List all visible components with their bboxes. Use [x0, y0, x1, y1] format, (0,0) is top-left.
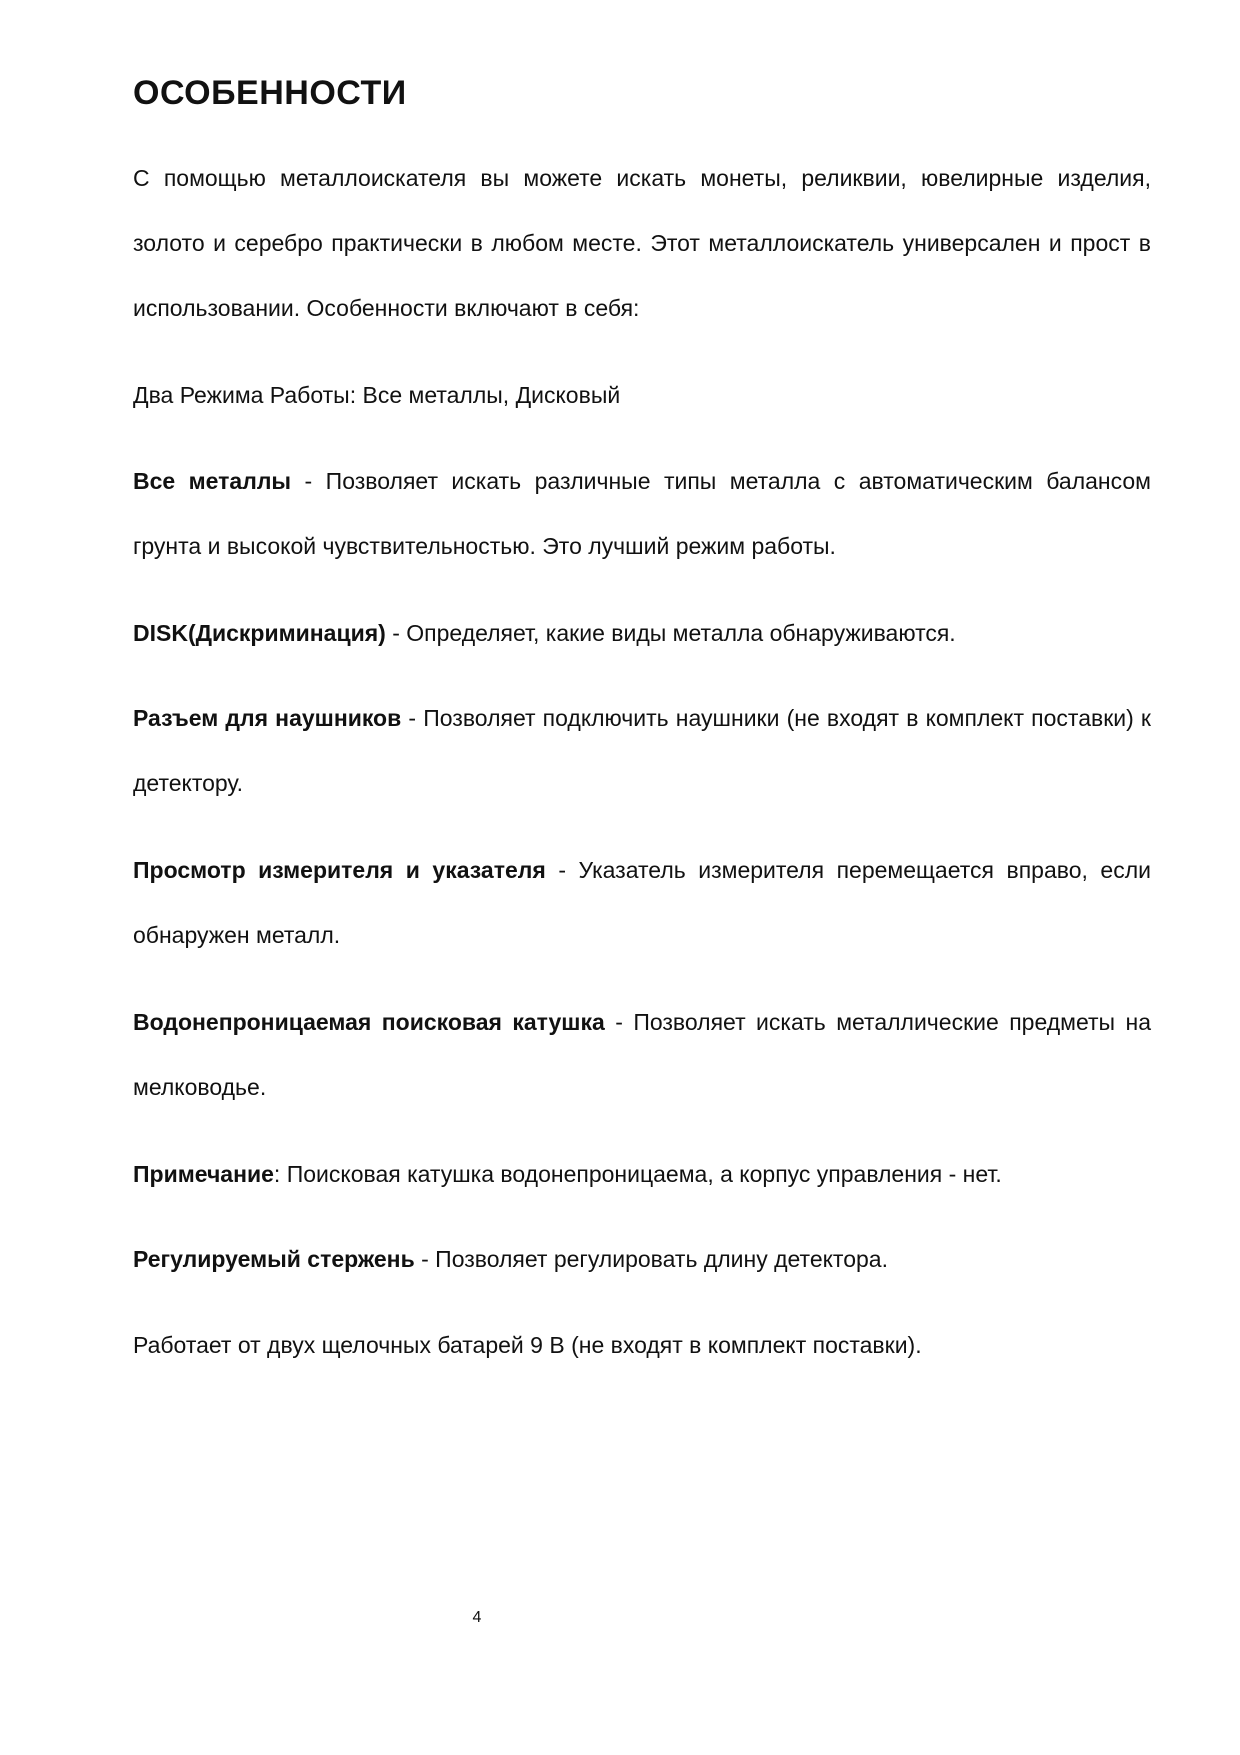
page-number: 4: [472, 1609, 482, 1626]
intro-paragraph: С помощью металлоискателя вы можете искать монеты, реликвии, ювелирные изделия, золото и серебро практически в любом месте. Этот металлоискатель универсален и прост в использовании. Особенности включают в себя:: [133, 165, 1151, 321]
feature-description: - Позволяет подключить наушники (не входят в комплект поставки) к детектору.: [133, 705, 1151, 796]
feature-description: - Позволяет регулировать длину детектора.: [414, 1246, 888, 1272]
feature-all-metals: [133, 449, 1151, 579]
modes-line: Два Режима Работы: Все металлы, Дисковый: [133, 382, 621, 408]
feature-term: Регулируемый стержень: [133, 1246, 415, 1272]
feature-description: - Определяет, какие виды металла обнаруживаются.: [385, 620, 956, 646]
feature-description: - Позволяет искать металлические предметы на мелководье.: [133, 1009, 1152, 1100]
feature-description: - Указатель измерителя перемещается вправо, если обнаружен металл.: [133, 857, 1151, 948]
feature-description: : Поисковая катушка водонепроницаема, а корпус управления - нет.: [273, 1161, 1002, 1187]
feature-term: Разъем для наушников: [133, 705, 402, 731]
feature-disk: [133, 601, 1151, 666]
section-heading: ОСОБЕННОСТИ: [133, 74, 407, 112]
feature-term: Просмотр измерителя и указателя: [133, 857, 546, 883]
battery-line: Работает от двух щелочных батарей 9 В (не входят в комплект поставки).: [133, 1332, 922, 1358]
feature-headphone-jack: [133, 686, 1151, 816]
feature-term: Все металлы: [133, 468, 292, 494]
feature-term: Примечание: [133, 1161, 274, 1187]
feature-meter-pointer: [133, 838, 1151, 968]
feature-term: Водонепроницаемая поисковая катушка: [133, 1009, 605, 1035]
feature-description: - Позволяет искать различные типы металла с автоматическим балансом грунта и высокой чувствительностью. Это лучший режим работы.: [133, 468, 1151, 559]
feature-note: [133, 1142, 1151, 1207]
feature-term: DISK(Дискриминация): [133, 620, 386, 646]
feature-waterproof-coil: [133, 990, 1151, 1120]
feature-adjustable-shaft: [133, 1227, 1151, 1292]
